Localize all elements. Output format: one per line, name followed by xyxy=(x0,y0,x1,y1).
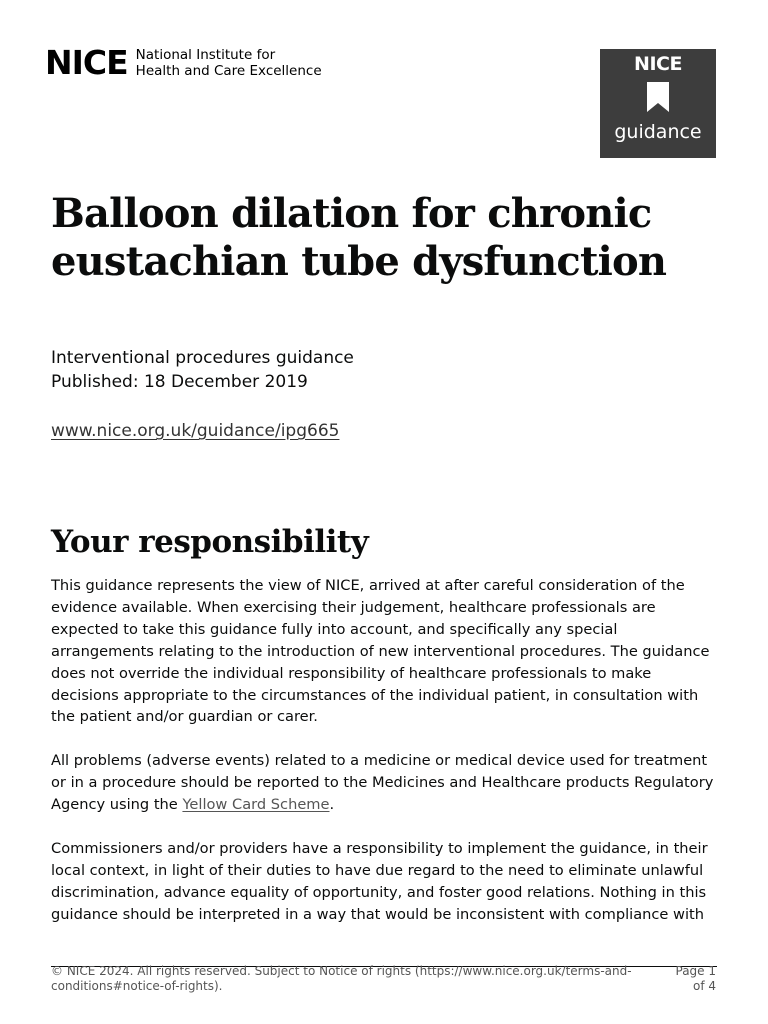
published-date: Published: 18 December 2019 xyxy=(51,372,308,392)
badge-nice-label: NICE xyxy=(634,53,682,75)
page-number-line-2: of 4 xyxy=(692,979,716,993)
logo-line-2: Health and Care Excellence xyxy=(135,62,322,79)
guidance-type: Interventional procedures guidance xyxy=(51,348,354,368)
paragraph-2-text: All problems (adverse events) related to a medicine or medical device used for treatment or in a procedure should be reported to the Medicines and Healthcare products Regulatory Agency using the xyxy=(51,752,714,813)
logo-wordmark: NICE xyxy=(45,43,128,82)
bookmark-icon xyxy=(647,82,669,112)
title-line-1: Balloon dilation for chronic xyxy=(51,190,652,237)
logo-full-name xyxy=(136,47,322,79)
responsibility-paragraph-3: Commissioners and/or providers have a responsibility to implement the guidance, in their local context, in light of their duties to have due regard to the need to eliminate unlawful discrimination, advance equality of opportunity, and foster good relations. Nothing in this guidance should be interpreted in a way that would be inconsistent with compliance with xyxy=(51,840,708,923)
badge-guidance-label: guidance xyxy=(614,121,702,143)
nice-logo xyxy=(45,43,322,82)
responsibility-paragraph-2 xyxy=(51,750,723,816)
logo-line-1: National Institute for xyxy=(135,46,276,63)
paragraph-2-end: . xyxy=(329,795,335,813)
page-number-line-1: Page 1 xyxy=(675,964,716,978)
title-line-2: eustachian tube dysfunction xyxy=(51,238,667,285)
footer-copyright: © NICE 2024. All rights reserved. Subject to Notice of rights (https://www.nice.org.uk/terms-and-conditions#notice-of-rights). xyxy=(51,964,632,993)
document-meta xyxy=(51,346,354,394)
guidance-badge xyxy=(600,49,716,158)
yellow-card-scheme-link[interactable]: Yellow Card Scheme xyxy=(182,795,330,813)
section-heading-responsibility: Your responsibility xyxy=(51,524,369,560)
responsibility-paragraph-1: This guidance represents the view of NICE, arrived at after careful consideration of the evidence available. When exercising their judgement, healthcare professionals are expected to take this guidance fully into account, and specifically any special arrangements relating to the introduction of new interventional procedures. The guidance does not override the individual responsibility of healthcare professionals to make decisions appropriate to the circumstances of the individual patient, in consultation with the patient and/or guardian or carer. xyxy=(51,577,710,726)
page-number xyxy=(660,964,716,994)
guidance-url-link[interactable]: www.nice.org.uk/guidance/ipg665 xyxy=(51,421,340,441)
page-title xyxy=(51,190,691,286)
